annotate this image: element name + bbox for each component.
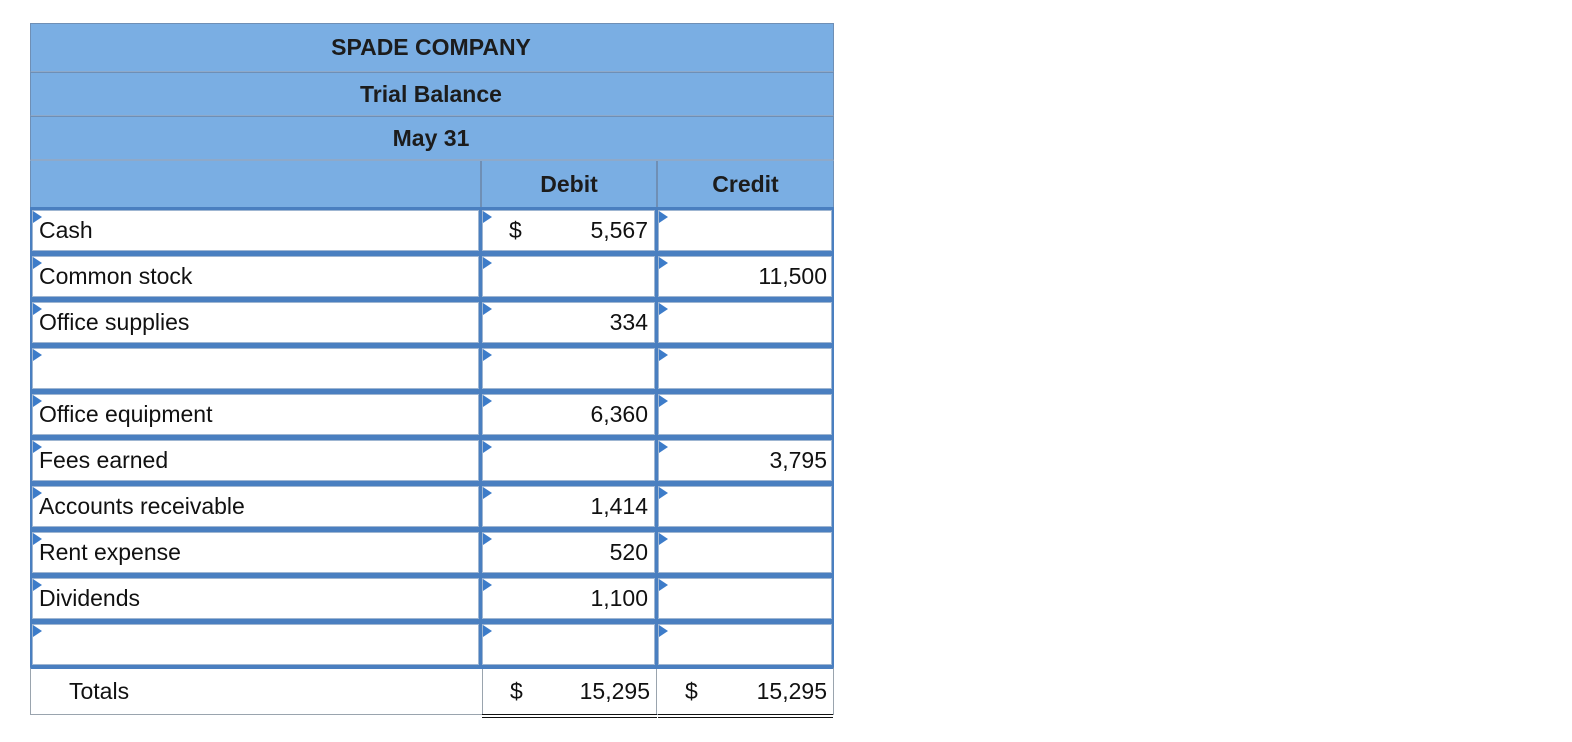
debit-input[interactable] xyxy=(482,256,655,297)
credit-input[interactable] xyxy=(658,394,832,435)
table-row xyxy=(30,253,834,299)
credit-input[interactable] xyxy=(658,532,832,573)
account-input[interactable] xyxy=(32,532,479,573)
debit-input[interactable] xyxy=(482,486,655,527)
credit-double-underline xyxy=(658,714,833,718)
account-input[interactable] xyxy=(32,302,479,343)
statement-header xyxy=(30,72,834,117)
debit-value: 520 xyxy=(609,539,648,565)
debit-value: 334 xyxy=(609,309,648,335)
table-row xyxy=(30,575,834,621)
table-row xyxy=(30,621,834,667)
account-input[interactable] xyxy=(32,348,479,389)
debit-double-underline xyxy=(482,714,657,718)
company-name: SPADE COMPANY xyxy=(331,34,531,60)
dropdown-marker-icon xyxy=(483,533,492,545)
dropdown-marker-icon xyxy=(483,211,492,223)
dropdown-marker-icon xyxy=(33,349,42,361)
table-row xyxy=(30,345,834,391)
account-name: Common stock xyxy=(39,263,193,289)
account-name: Office equipment xyxy=(39,401,213,427)
table-row xyxy=(30,299,834,345)
trial-balance-table xyxy=(30,23,834,715)
date-header xyxy=(30,116,834,161)
account-name: Fees earned xyxy=(39,447,169,473)
table-row xyxy=(30,483,834,529)
totals-credit-value: 15,295 xyxy=(756,678,827,704)
credit-input[interactable] xyxy=(658,440,832,481)
statement-title: Trial Balance xyxy=(360,80,502,107)
totals-debit-dollar-sign: $ xyxy=(510,678,523,704)
debit-input[interactable] xyxy=(482,532,655,573)
account-name: Rent expense xyxy=(39,539,181,565)
debit-column-header: Debit xyxy=(540,170,598,197)
dropdown-marker-icon xyxy=(33,533,42,545)
debit-value: 1,414 xyxy=(590,493,648,519)
dropdown-marker-icon xyxy=(659,625,668,637)
dropdown-marker-icon xyxy=(659,257,668,269)
debit-dollar-sign: $ xyxy=(509,217,522,243)
account-input[interactable] xyxy=(32,578,479,619)
company-header xyxy=(30,23,834,73)
dropdown-marker-icon xyxy=(659,487,668,499)
dropdown-marker-icon xyxy=(483,625,492,637)
dropdown-marker-icon xyxy=(483,579,492,591)
account-name: Dividends xyxy=(39,585,140,611)
totals-debit-cell xyxy=(482,669,657,714)
debit-input[interactable] xyxy=(482,210,655,251)
debit-input[interactable] xyxy=(482,348,655,389)
dropdown-marker-icon xyxy=(33,579,42,591)
credit-column-header: Credit xyxy=(712,170,779,197)
dropdown-marker-icon xyxy=(659,395,668,407)
table-row xyxy=(30,529,834,575)
credit-input[interactable] xyxy=(658,348,832,389)
dropdown-marker-icon xyxy=(33,487,42,499)
dropdown-marker-icon xyxy=(483,303,492,315)
account-input[interactable] xyxy=(32,440,479,481)
account-input[interactable] xyxy=(32,394,479,435)
statement-date: May 31 xyxy=(392,124,470,151)
debit-input[interactable] xyxy=(482,394,655,435)
credit-input[interactable] xyxy=(658,578,832,619)
account-name: Cash xyxy=(39,217,93,243)
credit-input[interactable] xyxy=(658,624,832,665)
credit-input[interactable] xyxy=(658,210,832,251)
debit-value: 6,360 xyxy=(590,401,648,427)
debit-input[interactable] xyxy=(482,440,655,481)
totals-row xyxy=(30,667,834,715)
account-name: Accounts receivable xyxy=(39,493,245,519)
table-row xyxy=(30,437,834,483)
dropdown-marker-icon xyxy=(33,625,42,637)
dropdown-marker-icon xyxy=(33,211,42,223)
column-header-row xyxy=(30,161,834,207)
debit-input[interactable] xyxy=(482,578,655,619)
dropdown-marker-icon xyxy=(483,395,492,407)
dropdown-marker-icon xyxy=(659,349,668,361)
dropdown-marker-icon xyxy=(33,303,42,315)
dropdown-marker-icon xyxy=(33,441,42,453)
debit-input[interactable] xyxy=(482,302,655,343)
dropdown-marker-icon xyxy=(659,579,668,591)
dropdown-marker-icon xyxy=(483,257,492,269)
dropdown-marker-icon xyxy=(659,441,668,453)
credit-input[interactable] xyxy=(658,486,832,527)
account-name: Office supplies xyxy=(39,309,190,335)
table-row xyxy=(30,391,834,437)
account-input[interactable] xyxy=(32,210,479,251)
credit-input[interactable] xyxy=(658,256,832,297)
totals-credit-cell xyxy=(658,669,833,714)
totals-debit-value: 15,295 xyxy=(579,678,650,704)
debit-input[interactable] xyxy=(482,624,655,665)
dropdown-marker-icon xyxy=(33,257,42,269)
account-input[interactable] xyxy=(32,624,479,665)
dropdown-marker-icon xyxy=(659,533,668,545)
dropdown-marker-icon xyxy=(659,303,668,315)
account-input[interactable] xyxy=(32,256,479,297)
table-row xyxy=(30,207,834,253)
dropdown-marker-icon xyxy=(659,211,668,223)
dropdown-marker-icon xyxy=(33,395,42,407)
dropdown-marker-icon xyxy=(483,349,492,361)
credit-value: 11,500 xyxy=(758,263,827,289)
credit-input[interactable] xyxy=(658,302,832,343)
dropdown-marker-icon xyxy=(483,441,492,453)
account-rows xyxy=(30,207,834,667)
credit-value: 3,795 xyxy=(769,447,827,473)
account-input[interactable] xyxy=(32,486,479,527)
dropdown-marker-icon xyxy=(483,487,492,499)
totals-credit-dollar-sign: $ xyxy=(685,678,698,704)
debit-value: 1,100 xyxy=(590,585,648,611)
debit-value: 5,567 xyxy=(590,217,648,243)
totals-label: Totals xyxy=(69,678,130,704)
